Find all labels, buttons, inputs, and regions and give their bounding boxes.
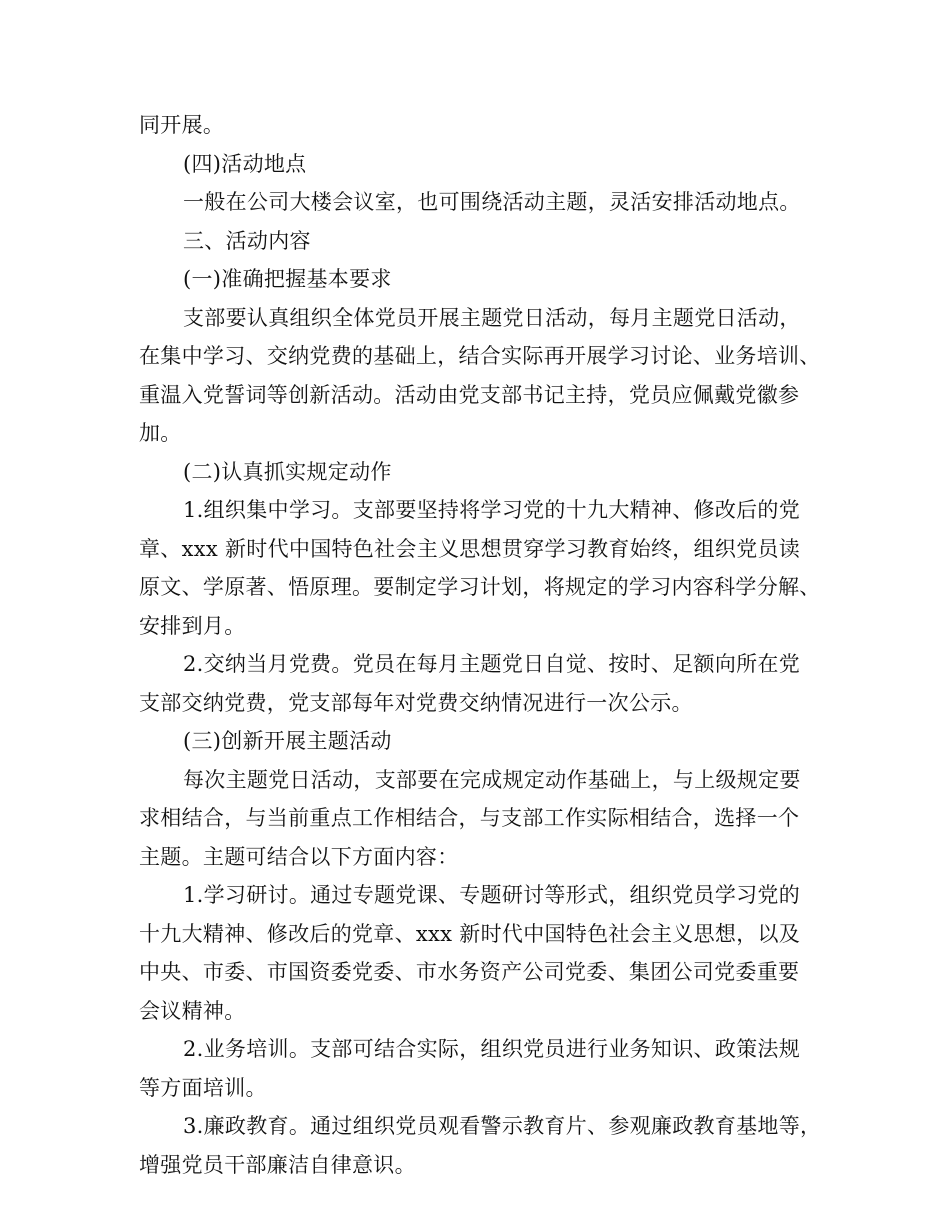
- text-line: 一般在公司大楼会议室，也可围绕活动主题，灵活安排活动地点。: [183, 190, 801, 214]
- text-line: 支部要认真组织全体党员开展主题党日活动，每月主题党日活动，: [183, 305, 801, 330]
- text-line: 同开展。: [139, 113, 225, 137]
- section-heading: (二)认真抓实规定动作: [183, 459, 392, 484]
- section-heading: (三)创新开展主题活动: [183, 729, 392, 753]
- text-line: 1.学习研讨。通过专题党课、专题研讨等形式，组织党员学习党的: [183, 883, 801, 907]
- text-line: 加。: [139, 421, 182, 445]
- text-line: 十九大精神、修改后的党章、xxx 新时代中国特色社会主义思想，以及: [139, 921, 801, 946]
- text-line: 求相结合，与当前重点工作相结合，与支部工作实际相结合，选择一个: [139, 806, 800, 830]
- document-body: [139, 106, 831, 1184]
- chapter-heading: 三、活动内容: [183, 228, 311, 253]
- text-line: 2.业务培训。支部可结合实际，组织党员进行业务知识、政策法规: [183, 1037, 801, 1061]
- text-line: 等方面培训。: [139, 1075, 267, 1100]
- section-heading: (一)准确把握基本要求: [183, 267, 392, 291]
- text-line: 支部交纳党费，党支部每年对党费交纳情况进行一次公示。: [139, 690, 693, 715]
- text-line: 原文、学原著、悟原理。要制定学习计划，将规定的学习内容科学分解、: [139, 575, 821, 599]
- text-line: 2.交纳当月党费。党员在每月主题党日自觉、按时、足额向所在党: [183, 652, 801, 676]
- text-line: 1.组织集中学习。支部要坚持将学习党的十九大精神、修改后的党: [183, 498, 801, 522]
- text-line: 会议精神。: [139, 998, 246, 1023]
- text-line: 中央、市委、市国资委党委、市水务资产公司党委、集团公司党委重要: [139, 960, 800, 984]
- text-line: 章、xxx 新时代中国特色社会主义思想贯穿学习教育始终，组织党员读: [139, 536, 801, 561]
- text-line: 每次主题党日活动，支部要在完成规定动作基础上，与上级规定要: [183, 767, 801, 792]
- text-line: 增强党员干部廉洁自律意识。: [139, 1152, 416, 1177]
- section-heading: (四)活动地点: [183, 151, 307, 176]
- text-line: 主题。主题可结合以下方面内容：: [139, 844, 459, 869]
- text-line: 重温入党誓词等创新活动。活动由党支部书记主持，党员应佩戴党徽参: [139, 382, 800, 407]
- text-line: 在集中学习、交纳党费的基础上，结合实际再开展学习讨论、业务培训、: [139, 344, 821, 368]
- text-line: 安排到月。: [139, 613, 246, 638]
- text-line: 3.廉政教育。通过组织党员观看警示教育片、参观廉政教育基地等，: [183, 1114, 822, 1138]
